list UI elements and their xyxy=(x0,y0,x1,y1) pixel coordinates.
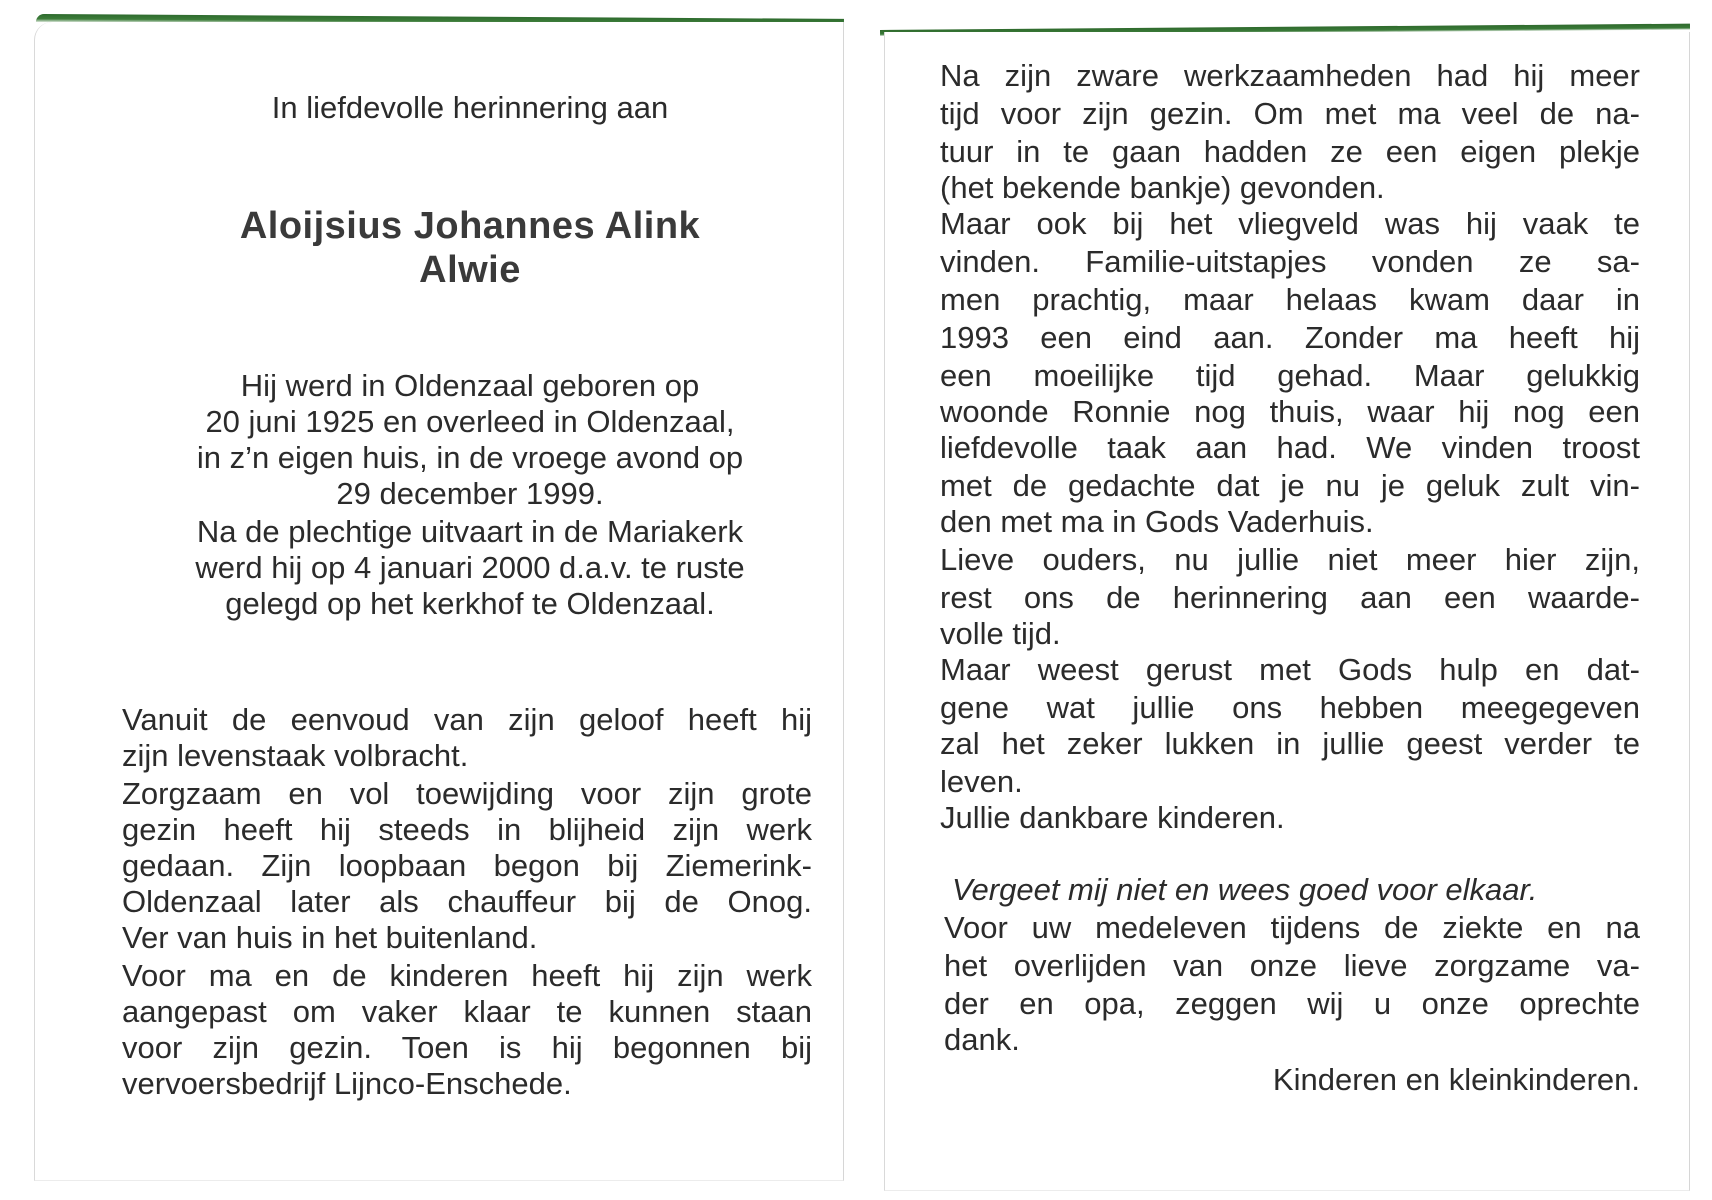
tribute-line: liefdevolle taak aan had. We vinden troost xyxy=(940,430,1640,465)
tribute-line: Lieve ouders, nu jullie niet meer hier zijn, xyxy=(940,542,1640,577)
tribute-line: Maar weest gerust met Gods hulp en dat- xyxy=(940,652,1640,687)
tribute-line: gene wat jullie ons hebben meegegeven xyxy=(940,690,1640,725)
tribute-line: men prachtig, maar helaas kwam daar in xyxy=(940,282,1640,317)
tribute-line: tijd voor zijn gezin. Om met ma veel de na- xyxy=(940,96,1640,131)
tribute-line: vinden. Familie-uitstapjes vonden ze sa- xyxy=(940,244,1640,279)
tribute-line: met de gedachte dat je nu je geluk zult vin- xyxy=(940,468,1640,503)
story-line: vervoersbedrijf Lijnco-Enschede. xyxy=(122,1066,572,1101)
tribute-line: 1993 een eind aan. Zonder ma heeft hij xyxy=(940,320,1640,355)
thanks-line: Voor uw medeleven tijdens de ziekte en na xyxy=(944,910,1640,945)
deceased-name: Aloijsius Johannes Alink xyxy=(239,205,701,247)
story-line: voor zijn gezin. Toen is hij begonnen bij xyxy=(122,1030,812,1065)
tribute-line: volle tijd. xyxy=(940,616,1061,651)
bio-line: 29 december 1999. xyxy=(336,476,604,511)
bio-line: in z’n eigen huis, in de vroege avond op xyxy=(196,440,744,475)
tribute-line: den met ma in Gods Vaderhuis. xyxy=(940,504,1374,539)
story-line: Zorgzaam en vol toewijding voor zijn grote xyxy=(122,776,812,811)
tribute-line: leven. xyxy=(940,764,1023,799)
thanks-line: dank. xyxy=(944,1022,1020,1057)
story-line: Ver van huis in het buitenland. xyxy=(122,920,538,955)
deceased-nickname: Alwie xyxy=(419,249,521,291)
story-line: aangepast om vaker klaar te kunnen staan xyxy=(122,994,812,1029)
bio-line: Hij werd in Oldenzaal geboren op xyxy=(240,368,700,403)
tribute-line: Na zijn zware werkzaamheden had hij meer xyxy=(940,58,1640,93)
tribute-line: woonde Ronnie nog thuis, waar hij nog een xyxy=(940,394,1640,429)
tribute-line: (het bekende bankje) gevonden. xyxy=(940,170,1385,205)
bio-line: Na de plechtige uitvaart in de Mariakerk xyxy=(196,514,744,549)
motto-text: Vergeet mij niet en wees goed voor elkaar. xyxy=(952,872,1538,907)
bio-line: gelegd op het kerkhof te Oldenzaal. xyxy=(225,586,715,621)
tribute-line: rest ons de herinnering aan een waarde- xyxy=(940,580,1640,615)
tribute-line: zal het zeker lukken in jullie geest verder te xyxy=(940,726,1640,761)
story-line: gedaan. Zijn loopbaan begon bij Ziemerink- xyxy=(122,848,812,883)
tribute-line: een moeilijke tijd gehad. Maar gelukkig xyxy=(940,358,1640,393)
tribute-line: Maar ook bij het vliegveld was hij vaak te xyxy=(940,206,1640,241)
intro-text: In liefdevolle herinnering aan xyxy=(271,90,669,125)
bio-line: werd hij op 4 januari 2000 d.a.v. te ruste xyxy=(195,550,745,585)
thanks-line: der en opa, zeggen wij u onze oprechte xyxy=(944,986,1640,1021)
story-line: Oldenzaal later als chauffeur bij de Onog. xyxy=(122,884,812,919)
signature-text: Kinderen en kleinkinderen. xyxy=(1272,1062,1640,1097)
story-line: zijn levenstaak volbracht. xyxy=(122,738,469,773)
thanks-line: het overlijden van onze lieve zorgzame va- xyxy=(944,948,1640,983)
tribute-line: Jullie dankbare kinderen. xyxy=(940,800,1285,835)
story-line: Voor ma en de kinderen heeft hij zijn werk xyxy=(122,958,812,993)
bio-line: 20 juni 1925 en overleed in Oldenzaal, xyxy=(205,404,735,439)
tribute-line: tuur in te gaan hadden ze een eigen plekje xyxy=(940,134,1640,169)
story-line: gezin heeft hij steeds in blijheid zijn werk xyxy=(122,812,812,847)
story-line: Vanuit de eenvoud van zijn geloof heeft hij xyxy=(122,702,812,737)
